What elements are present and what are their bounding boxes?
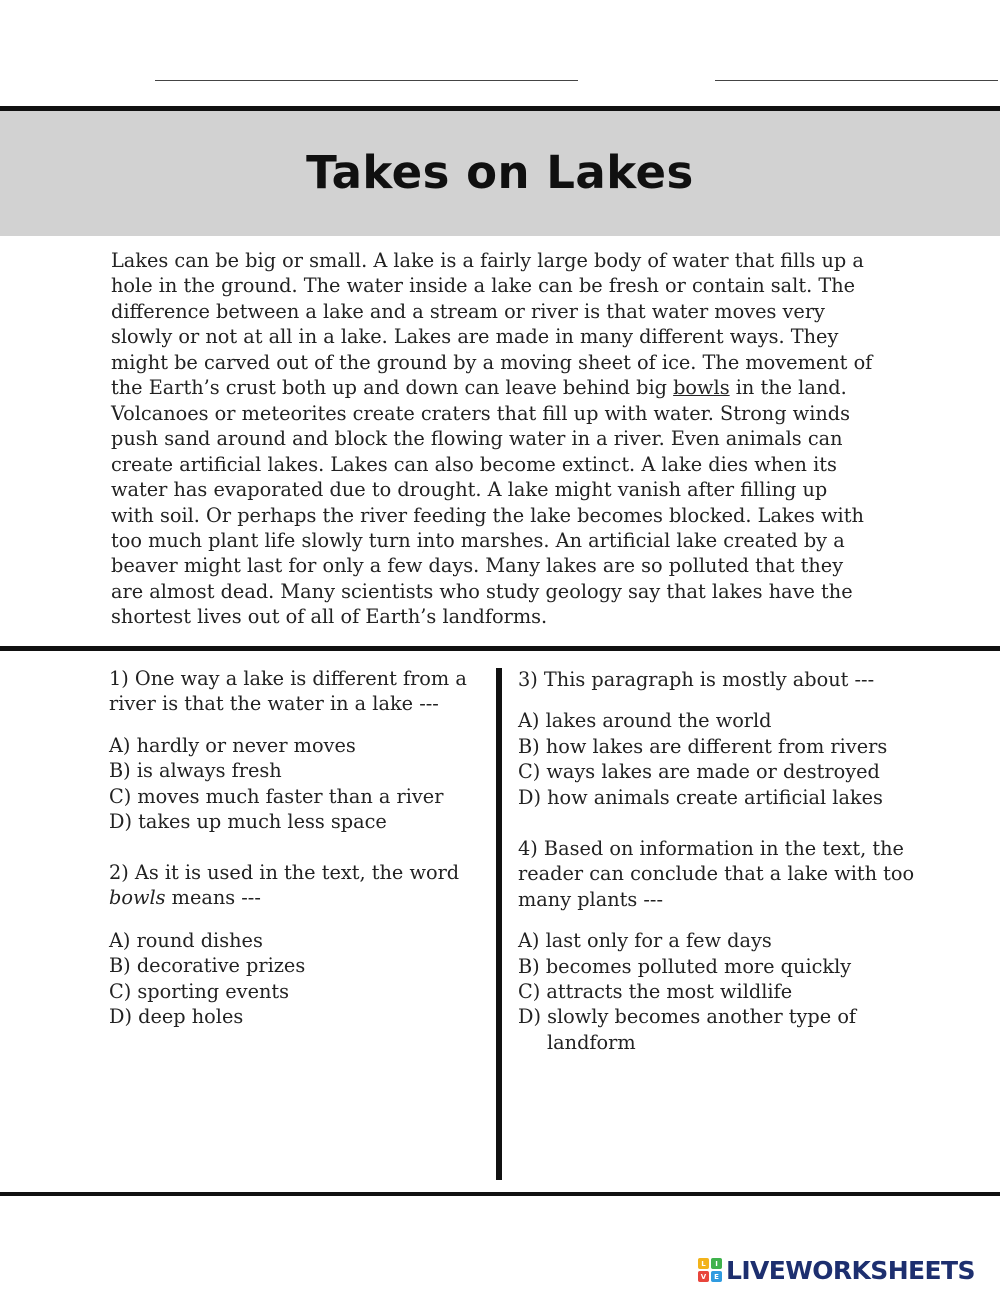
answer-option-d[interactable]: D) deep holes (109, 1005, 244, 1029)
column-divider (496, 668, 502, 1180)
passage-line: create artificial lakes. Lakes can also become extinct. A lake dies when its (111, 452, 837, 476)
answer-option-continuation: landform (547, 1030, 636, 1054)
answer-option-b[interactable]: B) decorative prizes (109, 954, 306, 978)
passage-line: difference between a lake and a stream or river is that water moves very (111, 299, 825, 323)
passage-line: are almost dead. Many scientists who study geology say that lakes have the (111, 579, 853, 603)
answer-option-c[interactable]: C) sporting events (109, 979, 290, 1003)
question-stem: 3) This paragraph is mostly about --- (518, 668, 875, 691)
passage-text: the Earth’s crust both up and down can leave behind big (111, 376, 674, 400)
answer-option-a[interactable]: A) lakes around the world (518, 709, 772, 733)
logo-tile-l: L (698, 1258, 709, 1269)
middle-rule (0, 646, 1000, 651)
answer-option-d[interactable]: D) takes up much less space (109, 810, 387, 834)
answer-option-d[interactable]: D) how animals create artificial lakes (518, 785, 883, 809)
question-4 (518, 836, 914, 1055)
liveworksheets-logo (698, 1254, 975, 1286)
passage-line: too much plant life slowly turn into marshes. An artificial lake created by a (111, 528, 845, 552)
worksheet-title: Takes on Lakes (306, 146, 694, 199)
italic-word-bowls: bowls (109, 886, 166, 910)
answer-option-a[interactable]: A) last only for a few days (518, 929, 772, 953)
answer-option-c[interactable]: C) attracts the most wildlife (518, 980, 793, 1004)
question-stem (109, 885, 459, 910)
reading-passage (111, 248, 881, 630)
passage-line (111, 375, 881, 400)
answer-option-d[interactable]: D) slowly becomes another type of (518, 1005, 857, 1029)
passage-line: with soil. Or perhaps the river feeding the lake becomes blocked. Lakes with (111, 503, 864, 527)
underlined-word-bowls: bowls (673, 376, 730, 400)
question-1 (109, 666, 467, 834)
passage-line: shortest lives out of all of Earth’s landforms. (111, 605, 548, 629)
answer-option-c[interactable]: C) moves much faster than a river (109, 784, 444, 808)
answer-option-b[interactable]: B) how lakes are different from rivers (518, 734, 888, 758)
question-stem: 4) Based on information in the text, the (518, 837, 904, 860)
passage-text: in the land. (729, 376, 847, 400)
question-stem: many plants --- (518, 887, 663, 911)
logo-text: LIVEWORKSHEETS (726, 1255, 975, 1285)
logo-tile-i: I (711, 1258, 722, 1269)
question-stem: river is that the water in a lake --- (109, 692, 439, 716)
answer-option-a[interactable]: A) hardly or never moves (109, 733, 356, 757)
name-input-line[interactable] (155, 80, 578, 81)
logo-tile-v: V (698, 1271, 709, 1282)
question-stem: 2) As it is used in the text, the word (109, 861, 460, 884)
passage-line: Volcanoes or meteorites create craters that fill up with water. Strong winds (111, 401, 851, 425)
question-stem: 1) One way a lake is different from a (109, 667, 467, 690)
answer-option-b[interactable]: B) becomes polluted more quickly (518, 954, 852, 978)
date-input-line[interactable] (715, 80, 998, 81)
question-stem: reader can conclude that a lake with too (518, 862, 915, 886)
passage-line: hole in the ground. The water inside a lake can be fresh or contain salt. The (111, 274, 856, 298)
logo-tile-e: E (711, 1271, 722, 1282)
logo-tiles-icon (698, 1258, 722, 1282)
question-stem-text: means --- (165, 886, 261, 910)
answer-option-a[interactable]: A) round dishes (109, 928, 263, 952)
passage-line: beaver might last for only a few days. Many lakes are so polluted that they (111, 554, 844, 578)
bottom-rule (0, 1192, 1000, 1196)
passage-line: push sand around and block the flowing water in a river. Even animals can (111, 427, 843, 451)
passage-line: water has evaporated due to drought. A lake might vanish after filling up (111, 478, 828, 502)
question-2 (109, 860, 459, 1029)
passage-line: might be carved out of the ground by a moving sheet of ice. The movement of (111, 350, 873, 374)
passage-line: Lakes can be big or small. A lake is a fairly large body of water that fills up a (111, 249, 864, 272)
question-3 (518, 667, 887, 810)
passage-line: slowly or not at all in a lake. Lakes are made in many different ways. They (111, 325, 839, 349)
answer-option-c[interactable]: C) ways lakes are made or destroyed (518, 760, 880, 784)
answer-option-b[interactable]: B) is always fresh (109, 759, 282, 783)
